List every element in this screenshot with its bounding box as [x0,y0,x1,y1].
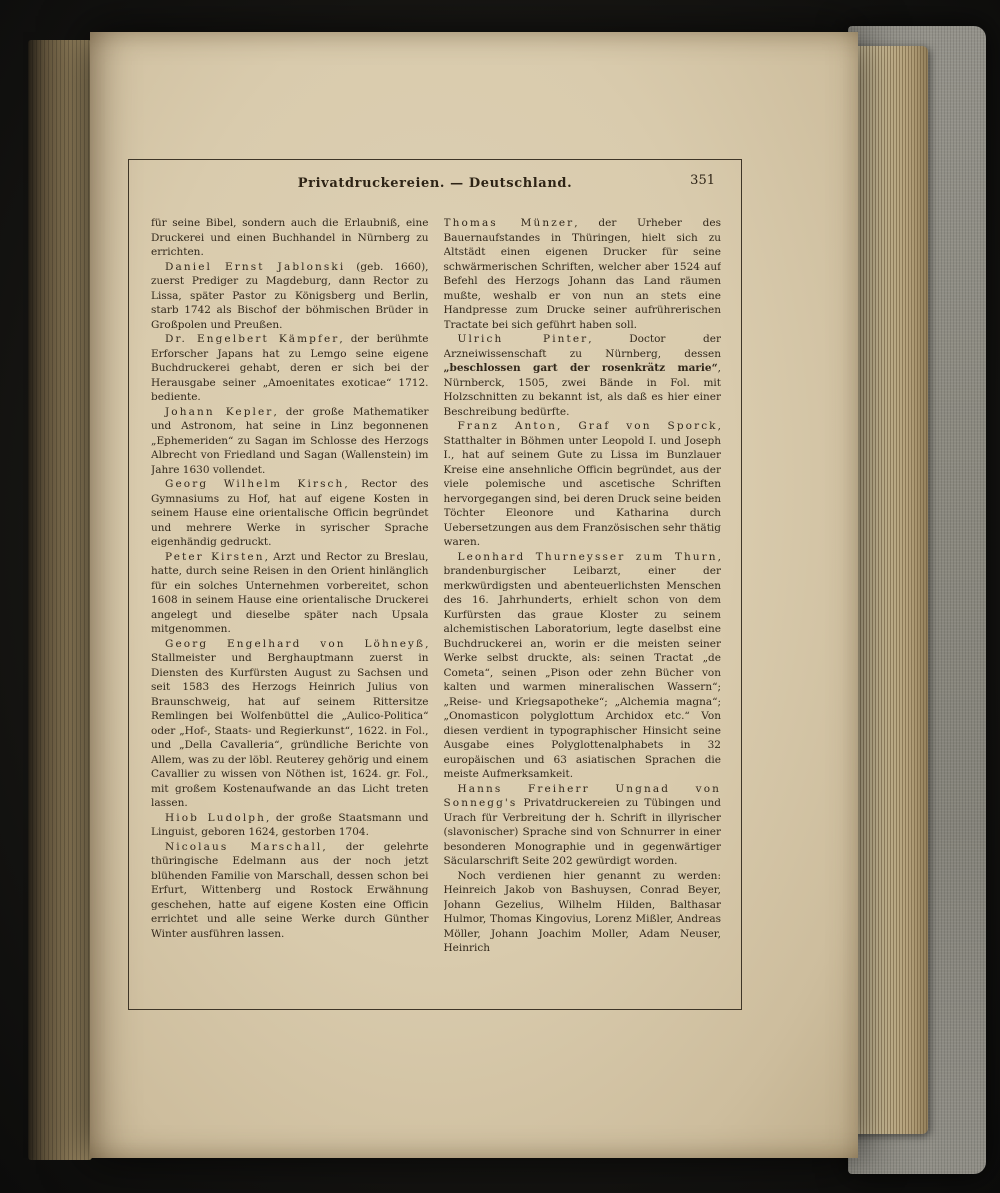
book-title-emphasis: „beschlossen gart der rosenkrätz marie“ [443,362,718,374]
paragraph-text: , Nürnberck, 1505, zwei Bände in Fol. mit Holzschnitten zu bekannt ist, als daß es hier einer Beschreibung bedürfte. [443,362,721,418]
person-name: Franz Anton, Graf von Sporck [457,420,718,432]
paragraph-text: , Stallmeister und Berghauptmann zuerst in Diensten des Kurfürsten August zu Sachsen und seit 1583 des Herzogs Heinrich Julius von Braunschweig, hat auf seinem Rittersitze Remlingen bei Wolfenbüttel die „Aulico-Politica“ oder „Hof-, Staats- und Regierkunst“, 1622. in Fol., und „Della Cavalleria“, gründliche Berichte von Allem, was zu der löbl. Reuterey gehörig und einem Cavallier zu wissen von Nöthen ist, 1624. gr. Fol., mit großem Kostenaufwande an das Licht treten lassen. [151,637,429,809]
text-columns [151,216,721,975]
paragraph-text: , Arzt und Rector zu Breslau, hatte, durch seine Reisen in den Orient hinlänglich für ein solches Unternehmen vorbereitet, schon 1608 in seinem Hause eine orientalische Druckerei angelegt und dieselbe später nach Upsala mitgenommen. [151,550,429,635]
running-header [129,172,741,192]
paragraph-text: Noch verdienen hier genannt zu werden: Heinreich Jakob von Bashuysen, Conrad Beyer, Johann Gezelius, Wilhelm Hilden, Balthasar Hulmor, Thomas Kingovius, Lorenz Mißler, Andreas Möller, Johann Joachim Moller, Adam Neuser, Heinrich [443,869,721,954]
person-name: Daniel Ernst Jablonski [165,260,346,273]
person-name: Nicolaus Marschall [165,840,323,853]
person-name: Hanns Freiherr Ungnad von Sonnegg's [443,782,721,809]
person-name: Ulrich Pinter [457,333,589,345]
paragraph-text: , der gelehrte thüringische Edelmann aus der noch jetzt blühenden Familie von Marschall, dessen schon bei Erfurt, Wittenberg und Rostock Erwähnung geschehen, hatte auf eigene Kosten eine Officin errichtet und alle seine Werke durch Günther Winter ausführen lassen. [151,840,429,940]
paragraph-text: (geb. 1660), zuerst Prediger zu Magdeburg, dann Rector zu Lissa, später Pastor zu Königsberg und Berlin, starb 1742 als Bischof der böhmischen Brüder in Großpolen und Preußen. [151,260,429,331]
paragraph [151,840,429,942]
text-frame [128,159,742,1010]
paragraph-text: , Rector des Gymnasiums zu Hof, hat auf eigene Kosten in seinem Hause eine orientalische Officin begründet und mehrere Werke in syrischer Sprache eigenhändig gedruckt. [151,478,429,548]
paragraph-text: Privatdruckereien zu Tübingen und Urach für Verbreitung der h. Schrift in illyrischer (slavonischer) Sprache sind von Schnurrer in einer besonderen Monographie und in gegenwärtiger Säcularschrift Seite 202 gewürdigt worden. [443,797,721,867]
person-name: Georg Engelhard von Löhneyß [165,637,426,650]
person-name: Dr. Engelbert Kämpfer [165,333,340,345]
paragraph [151,550,429,637]
paragraph-text: , Doctor der Arzneiwissenschaft zu Nürnberg, dessen [443,333,721,360]
paragraph [151,260,429,333]
header-title: Privatdruckereien. — Deutschland. [297,176,573,191]
paragraph-text: , der berühmte Erforscher Japans hat zu Lemgo seine eigene Buchdruckerei gehabt, deren er sich bei der Herausgabe seiner „Amoenitates exoticae“ 1712. bediente. [151,333,429,403]
paragraph [151,811,429,840]
paragraph [151,405,429,478]
paragraph-text: für seine Bibel, sondern auch die Erlaubniß, eine Druckerei und einen Buchhandel in Nürnberg zu errichten. [151,217,429,258]
person-name: Hiob Ludolph [165,811,266,824]
paragraph [151,332,429,405]
paragraph [444,332,722,419]
person-name: Leonhard Thurneysser zum Thurn [457,550,718,563]
paragraph [444,550,722,782]
person-name: Johann Kepler [165,405,274,418]
paragraph [444,419,722,550]
book-page [90,32,858,1158]
paragraph [444,216,722,332]
paragraph [151,216,429,260]
person-name: Georg Wilhelm Kirsch [165,478,345,490]
paragraph-text: , Statthalter in Böhmen unter Leopold I. und Joseph I., hat auf seinem Gute zu Lissa im Bunzlauer Kreise eine ansehnliche Officin begründet, aus der viele polemische und ascetische Schriften hervorgegangen sind, bei deren Druck seine beiden Töchter Eleonore und Katharina durch Uebersetzungen aus dem Französischen sehr thätig waren. [443,420,721,548]
paragraph-text: , der Urheber des Bauernaufstandes in Thüringen, hielt sich zu Altstädt einen eigenen Drucker für seine schwärmerischen Schriften, welcher aber 1524 auf Befehl des Herzogs Johann das Land räumen mußte, weshalb er von nun an stets eine Handpresse zum Drucke seiner aufrührerischen Tractate bei sich geführt haben soll. [443,217,721,331]
paragraph [444,869,722,956]
paragraph-text: , brandenburgischer Leibarzt, einer der merkwürdigsten und abenteuerlichsten Menschen des 16. Jahrhunderts, erhielt schon von dem Kurfürsten das graue Kloster zu seinem alchemistischen Laboratorium, legte daselbst eine Buchdruckerei an, worin er die meisten seiner Werke selbst druckte, als: seinen Tractat „de Cometa“, seinen „Pison oder zehn Bücher von kalten und warmen mineralischen Wassern“; „Reise- und Kriegsapotheke“; „Alchemia magna“; „Onomasticon polyglottum Archidox etc.“ Von diesen verdient in typographischer Hinsicht seine Ausgabe eines Polyglottenalphabets in 32 europäischen und 63 asiatischen Sprachen die meiste Aufmerksamkeit. [443,550,721,780]
paragraph-text: , der große Staatsmann und Linguist, geboren 1624, gestorben 1704. [151,811,429,838]
paragraph [151,637,429,811]
book-left-cover-edge [28,40,92,1160]
paragraph [151,477,429,550]
page-number: 351 [690,173,715,188]
column-left [151,216,429,975]
column-right [444,216,722,975]
paragraph-text: , der große Mathematiker und Astronom, hat seine in Linz begonnenen „Ephemeriden“ zu Sagan im Schlosse des Herzogs Albrecht von Friedland und Sagan (Wallenstein) im Jahre 1630 vollendet. [151,405,429,476]
person-name: Thomas Münzer [443,217,575,229]
person-name: Peter Kirsten [165,550,265,563]
paragraph [444,782,722,869]
